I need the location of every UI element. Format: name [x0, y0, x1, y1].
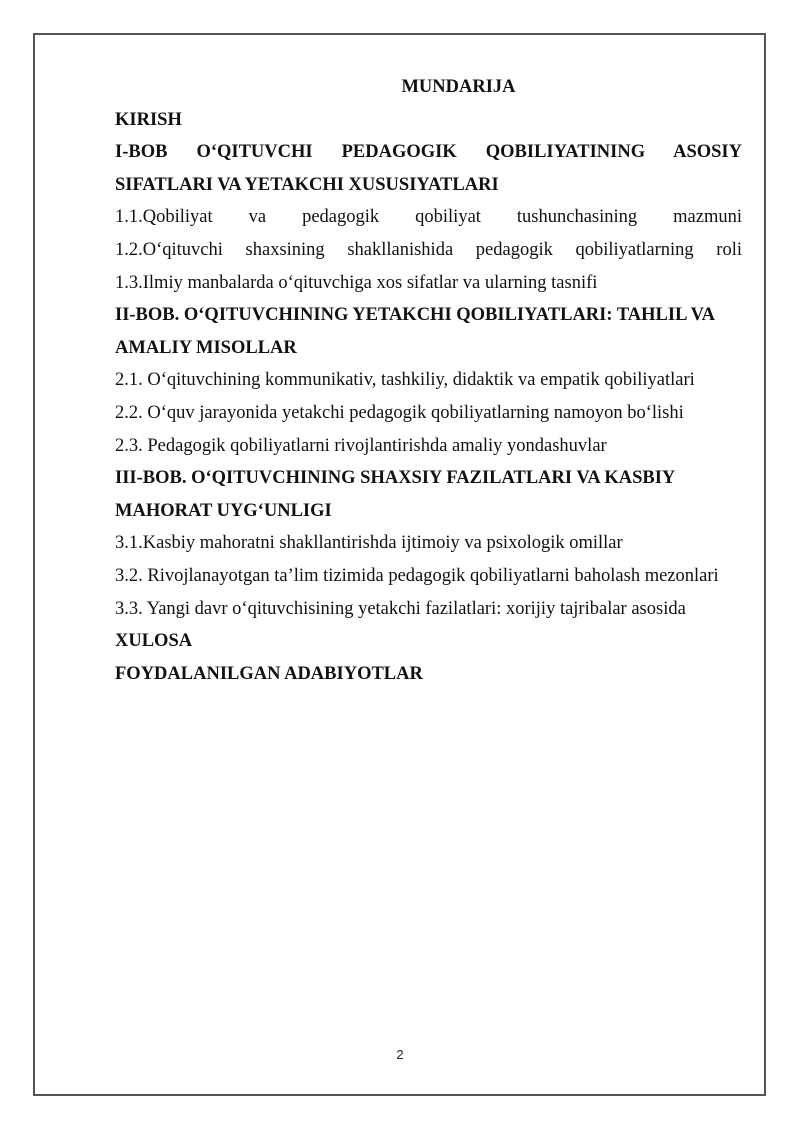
toc-section-3-2: 3.2. Rivojlanayotgan ta’lim tizimida pedagogik qobiliyatlarni baholash mezonlari: [115, 565, 719, 586]
toc-section-1-1: 1.1.Qobiliyat va pedagogik qobiliyat tushunchasining mazmuni: [115, 207, 742, 228]
chapter1-heading-line2: SIFATLARI VA YETAKCHI XUSUSIYATLARI: [115, 174, 499, 195]
toc-section-2-1: 2.1. O‘qituvchining kommunikativ, tashkiliy, didaktik va empatik qobiliyatlari: [115, 370, 695, 391]
toc-section-1-2: 1.2.O‘qituvchi shaxsining shakllanishida pedagogik qobiliyatlarning roli: [115, 239, 742, 260]
toc-section-2-3: 2.3. Pedagogik qobiliyatlarni rivojlantirishda amaliy yondashuvlar: [115, 435, 607, 456]
toc-section-2-2: 2.2. O‘quv jarayonida yetakchi pedagogik qobiliyatlarning namoyon bo‘lishi: [115, 402, 684, 423]
chapter2-heading-line2: AMALIY MISOLLAR: [115, 337, 297, 358]
table-of-contents: [115, 71, 742, 690]
toc-conclusion: XULOSA: [115, 631, 193, 652]
toc-references: FOYDALANILGAN ADABIYOTLAR: [115, 663, 423, 684]
page-title: MUNDARIJA: [401, 77, 516, 97]
chapter3-heading-line1: III-BOB. O‘QITUVCHINING SHAXSIY FAZILATLARI VA KASBIY: [115, 468, 676, 489]
toc-section-1-3: 1.3.Ilmiy manbalarda o‘qituvchiga xos sifatlar va ularning tasnifi: [115, 272, 598, 293]
toc-section-3-1: 3.1.Kasbiy mahoratni shakllantirishda ijtimoiy va psixologik omillar: [115, 533, 623, 554]
chapter1-heading-line1: I-BOB O‘QITUVCHI PEDAGOGIK QOBILIYATINING ASOSIY: [115, 142, 742, 163]
toc-section-3-3: 3.3. Yangi davr o‘qituvchisining yetakchi fazilatlari: xorijiy tajribalar asosida: [115, 598, 686, 619]
toc-intro: KIRISH: [115, 109, 182, 130]
page-number: 2: [396, 1047, 404, 1062]
chapter2-heading-line1: II-BOB. O‘QITUVCHINING YETAKCHI QOBILIYATLARI: TAHLIL VA: [115, 305, 716, 326]
chapter3-heading-line2: MAHORAT UYG‘UNLIGI: [115, 500, 332, 521]
